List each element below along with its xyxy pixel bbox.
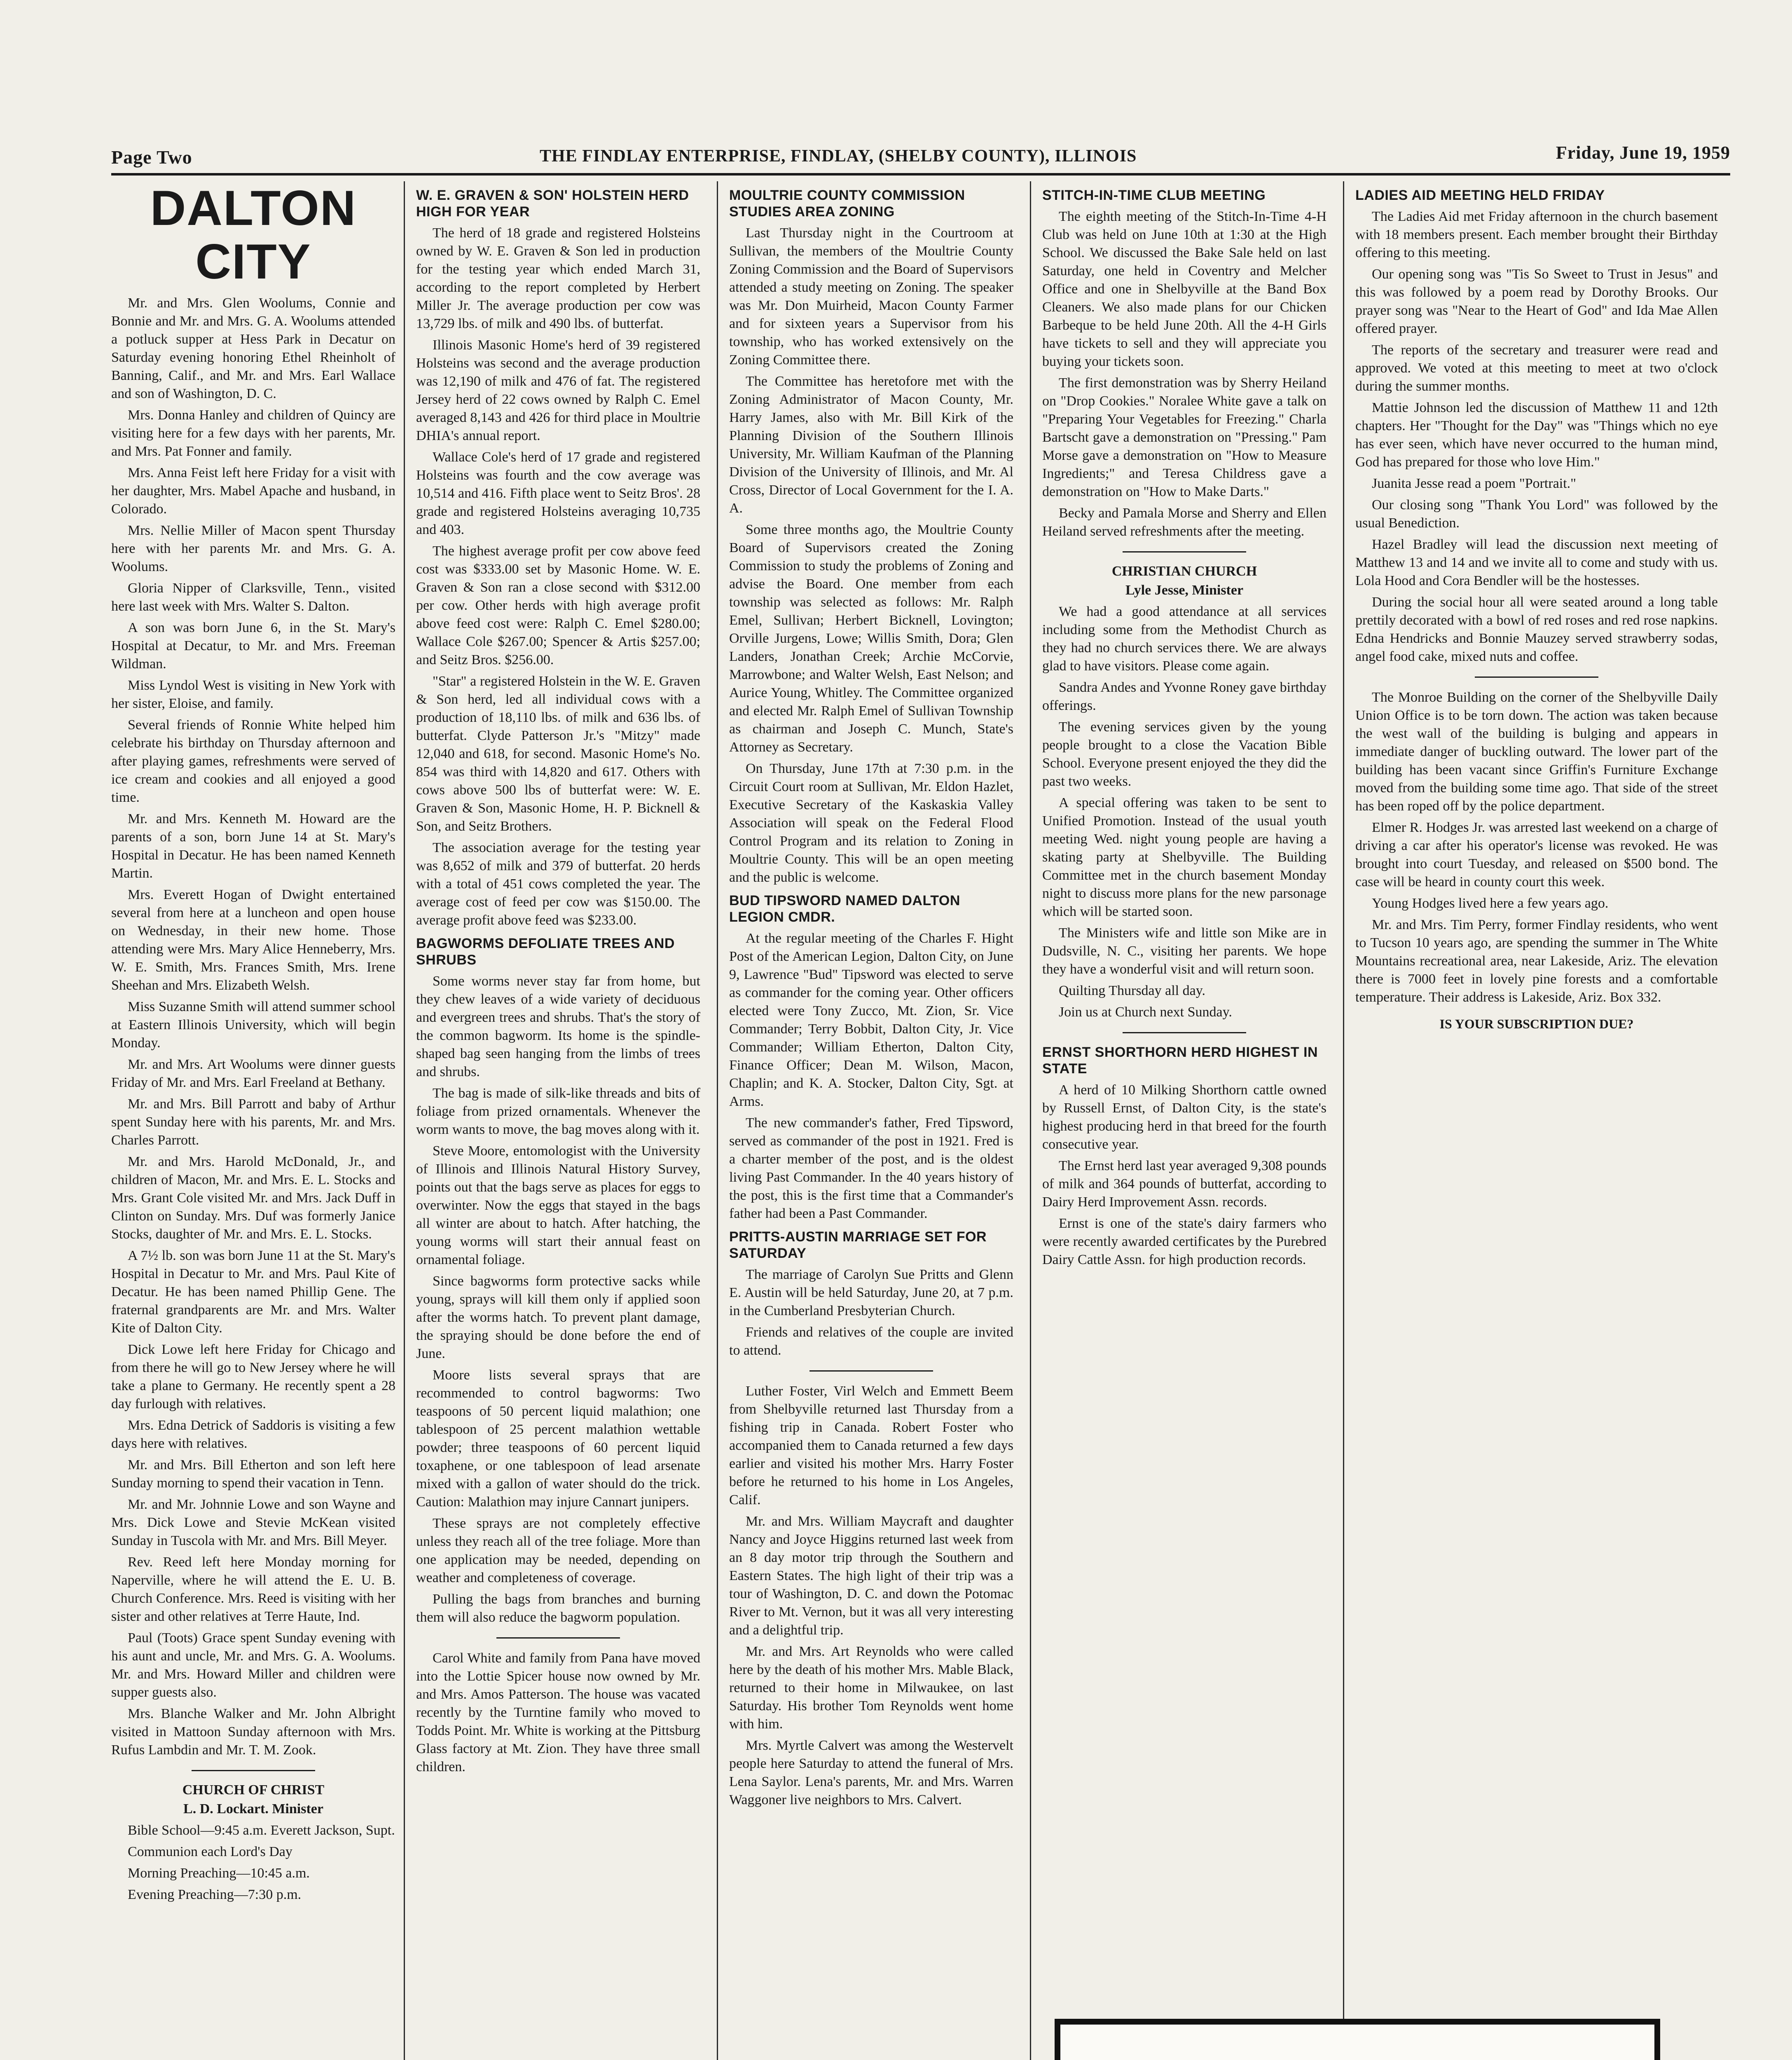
article-paragraph: Juanita Jesse read a poem "Portrait." xyxy=(1372,476,1577,491)
church-of-christ-heading: CHURCH OF CHRIST xyxy=(182,1782,325,1798)
article-paragraph: Last Thursday night in the Courtroom at Sullivan, the members of the Moultrie County Zoning Commission and the Board of Supervisors attended a study meeting on Zoning. The speaker was Mr. Don Muirheid, Macon County Farmer and for sixteen years a Supervisor from his township, who has worked extensively on the Zoning Committee there. xyxy=(729,225,1013,368)
headline-ladies-aid: LADIES AID MEETING HELD FRIDAY xyxy=(1355,187,1605,203)
section-divider xyxy=(192,1770,315,1771)
landers-seed-advertisement xyxy=(1055,2019,1660,2060)
article-paragraph: "Star" a registered Holstein in the W. E. Graven & Son herd, led all individual cows with a production of 18,110 lbs. of milk and 636 lbs. of butterfat. Clyde Patterson Jr.'s "Mitzy" made 12,040 and 618, for second. Masonic Home's No. 854 was third with 14,820 and 617. Others with cows above 500 lbs of butterfat were: W. E. Graven & Son, Masonic Home, H. P. Bicknell & Son, and Seitz Brothers. xyxy=(416,674,700,834)
news-paragraph: Mr. and Mrs. Kenneth M. Howard are the parents of a son, born June 14 at St. Mary's Hospital in Decatur. He has been named Kenneth Martin. xyxy=(111,811,395,881)
news-paragraph: Mr. and Mrs. Harold McDonald, Jr., and children of Macon, Mr. and Mrs. E. L. Stocks and Mrs. Grant Cole visited Mr. and Mrs. Jack Duff in Clinton on Sunday. Mrs. Duf was formerly Janice Stocks, daughter of Mr. and Mrs. E. L. Stocks. xyxy=(111,1154,395,1242)
column-divider xyxy=(717,181,718,2060)
news-paragraph: Gloria Nipper of Clarksville, Tenn., visited here last week with Mrs. Walter S. Dalton. xyxy=(111,581,395,614)
article-paragraph: Mr. and Mrs. William Maycraft and daughter Nancy and Joyce Higgins returned last week from an 8 day motor trip through the Southern and Eastern States. The high light of their trip was a tour of Washington, D. C. and down the Potomac River to Mt. Vernon, but it was all very interesting and a delightful trip. xyxy=(729,1514,1013,1638)
issue-date: Friday, June 19, 1959 xyxy=(1556,143,1730,163)
article-paragraph: The Ladies Aid met Friday afternoon in the church basement with 18 members present. Each member brought their Birthday offering to this meeting. xyxy=(1355,209,1718,260)
column-2 xyxy=(416,181,700,2060)
news-paragraph: Mr. and Mr. Johnnie Lowe and son Wayne and Mrs. Dick Lowe and Stevie McKean visited Sunday in Tuscola with Mr. and Mrs. Bill Meyer. xyxy=(111,1497,395,1548)
headline-bagworms: BAGWORMS DEFOLIATE TREES AND SHRUBS xyxy=(416,936,675,968)
article-paragraph: At the regular meeting of the Charles F. Hight Post of the American Legion, Dalton City, on June 9, Lawrence "Bud" Tipsword was elected to serve as commander for the coming year. Other officers elected were Tony Zucco, Mt. Zion, Sr. Vice Commander; Terry Bobbit, Dalton City, Jr. Vice Commander; William Etherton, Dalton City, Finance Officer; Dean M. Wilson, Macon, Chaplin; and K. A. Stocker, Dalton City, Sgt. at Arms. xyxy=(729,931,1013,1109)
column-5 xyxy=(1355,181,1718,2060)
church-schedule-line: Evening Preaching—7:30 p.m. xyxy=(128,1887,302,1902)
news-paragraph: Paul (Toots) Grace spent Sunday evening with his aunt and uncle, Mr. and Mrs. G. A. Woolums. Mr. and Mrs. Howard Miller and children were supper guests also. xyxy=(111,1630,395,1700)
article-paragraph: Wallace Cole's herd of 17 grade and registered Holsteins was fourth and the cow average was 10,514 and 416. Fifth place went to Seitz Bros'. 28 grade and registered Holsteins averaging 10,735 and 403. xyxy=(416,449,700,537)
article-paragraph: Some worms never stay far from home, but they chew leaves of a wide variety of deciduous and evergreen trees and shrubs. That's the story of the common bagworm. Its home is the spindle-shaped bag seen hanging from the limbs of trees and shrubs. xyxy=(416,974,700,1079)
article-paragraph: Carol White and family from Pana have moved into the Lottie Spicer house now owned by Mr. and Mrs. Amos Patterson. The house was vacated recently by the Turntine family who moved to Todds Point. Mr. White is working at the Pittsburg Glass factory at Mt. Zion. They have three small children. xyxy=(416,1650,700,1774)
headline-zoning: MOULTRIE COUNTY COMMISSION STUDIES AREA ZONING xyxy=(729,187,965,220)
news-paragraph: A 7½ lb. son was born June 11 at the St. Mary's Hospital in Decatur to Mr. and Mrs. Paul Kite of Decatur. He has been named Phillip Gene. The fraternal grandparents are Mr. and Mrs. Walter Kite of Dalton City. xyxy=(111,1248,395,1336)
section-divider xyxy=(1475,677,1598,678)
section-divider xyxy=(496,1637,620,1639)
article-paragraph: Our opening song was "Tis So Sweet to Trust in Jesus" and this was followed by a poem read by Dorothy Brooks. Our prayer song was "Near to the Heart of God" and Ida Mae Allen offered prayer. xyxy=(1355,267,1718,336)
article-paragraph: The reports of the secretary and treasurer were read and approved. We voted at this meeting to meet at two o'clock during the summer months. xyxy=(1355,342,1718,394)
article-paragraph: During the social hour all were seated around a long table prettily decorated with a bowl of red roses and red rose napkins. Edna Hendricks and Bonnie Mauzey served strawberry sodas, angel food cake, mixed nuts and coffee. xyxy=(1355,595,1718,664)
section-title-dalton-city: DALTON CITY xyxy=(150,181,357,289)
article-paragraph: The Ministers wife and little son Mike are in Dudsville, N. C., visiting her parents. We hope they have a wonderful visit and will return soon. xyxy=(1042,925,1326,977)
column-4 xyxy=(1042,181,1326,2060)
news-paragraph: Mr. and Mrs. Bill Etherton and son left here Sunday morning to spend their vacation in Tenn. xyxy=(111,1457,395,1491)
article-paragraph: Friends and relatives of the couple are invited to attend. xyxy=(729,1325,1013,1358)
section-divider xyxy=(1123,1032,1246,1033)
column-divider xyxy=(404,181,405,2060)
article-paragraph: On Thursday, June 17th at 7:30 p.m. in the Circuit Court room at Sullivan, Mr. Eldon Hazlet, Executive Secretary of the Kaskaskia Valley Association will speak on the Federal Flood Control Program and its relation to Zoning in Moultrie County. This will be an open meeting and the public is welcome. xyxy=(729,761,1013,885)
headline-stitch-in-time: STITCH-IN-TIME CLUB MEETING xyxy=(1042,187,1266,203)
section-divider xyxy=(1123,551,1246,552)
news-paragraph: Miss Lyndol West is visiting in New York with her sister, Eloise, and family. xyxy=(111,678,395,711)
article-paragraph: Mr. and Mrs. Tim Perry, former Findlay residents, who went to Tucson 10 years ago, are spending the summer in The White Mountains recreational area, near Lakeside, Ariz. The elevation there is 7000 feet in lovely pine forests and a comfortable temperature. Their address is Lakeside, Ariz. Box 332. xyxy=(1355,917,1718,1005)
article-paragraph: The association average for the testing year was 8,652 of milk and 379 of butterfat. 20 herds with a total of 451 cows completed the year. The average cost of feed per cow was $150.00. The average profit above feed was $233.00. xyxy=(416,840,700,928)
column-divider xyxy=(1343,181,1344,2060)
article-paragraph: Some three months ago, the Moultrie County Board of Supervisors created the Zoning Commission to study the problems of Zoning and advise the Board. One member from each township was selected as follows: Mr. Ralph Emel, Sullivan; Herbert Bicknell, Lovington; Orville Jurgens, Lowe; Willis Smith, Dora; Glen Landers, Jonathan Creek; Archie McCorvie, Marrowbone; and Walter Welsh, East Nelson; and Aurice Young, Whitley. The Committee organized and elected Mr. Ralph Emel of Sullivan Township as chairman and Joseph C. Munch, State's Attorney as Secretary. xyxy=(729,522,1013,755)
news-paragraph: Dick Lowe left here Friday for Chicago and from there he will go to New Jersey where he will take a plane to Germany. He recently spent a 28 day furlough with relatives. xyxy=(111,1342,395,1412)
article-paragraph: The highest average profit per cow above feed cost was $333.00 set by Masonic Home. W. E. Graven & Son ran a close second with $312.00 per cow. Other herds with high average profit above feed cost were: Ralph C. Emel $280.00; Wallace Cole $267.00; Spencer & Artis $257.00; and Seitz Bros. $256.00. xyxy=(416,543,700,667)
news-paragraph: Mr. and Mrs. Art Woolums were dinner guests Friday of Mr. and Mrs. Earl Freeland at Bethany. xyxy=(111,1057,395,1090)
article-paragraph: The bag is made of silk-like threads and bits of foliage from prized ornamentals. Whenever the worm wants to move, the bag moves along with it. xyxy=(416,1086,700,1137)
news-paragraph: Miss Suzanne Smith will attend summer school at Eastern Illinois University, which will begin Monday. xyxy=(111,999,395,1051)
news-paragraph: Mr. and Mrs. Bill Parrott and baby of Arthur spent Sunday here with his parents, Mr. and Mrs. Charles Parrott. xyxy=(111,1096,395,1148)
news-paragraph: Mrs. Anna Feist left here Friday for a visit with her daughter, Mrs. Mabel Apache and husband, in Colorado. xyxy=(111,465,395,517)
headline-pritts-austin: PRITTS-AUSTIN MARRIAGE SET FOR SATURDAY xyxy=(729,1229,987,1261)
article-paragraph: Sandra Andes and Yvonne Roney gave birthday offerings. xyxy=(1042,680,1326,713)
article-paragraph: Steve Moore, entomologist with the University of Illinois and Illinois Natural History Survey, points out that the bags serve as places for eggs to overwinter. Now the eggs that stayed in the bags all winter are about to hatch. After hatching, the young worms will start their annual feast on ornamental foliage. xyxy=(416,1143,700,1267)
article-paragraph: These sprays are not completely effective unless they reach all of the tree foliage. More than one application may be needed, depending on weather and completeness of coverage. xyxy=(416,1516,700,1585)
column-dalton-city xyxy=(111,181,395,2060)
church-schedule-line: Communion each Lord's Day xyxy=(128,1844,292,1859)
church-minister: L. D. Lockart. Minister xyxy=(183,1801,323,1817)
article-paragraph: Hazel Bradley will lead the discussion next meeting of Matthew 13 and 14 and we invite all to come and study with us. Lola Hood and Cora Bendler will be the hostesses. xyxy=(1355,537,1718,588)
article-paragraph: Pulling the bags from branches and burning them will also reduce the bagworm population. xyxy=(416,1592,700,1625)
headline-ernst-shorthorn: ERNST SHORTHORN HERD HIGHEST IN STATE xyxy=(1042,1044,1318,1077)
headline-tipsword: BUD TIPSWORD NAMED DALTON LEGION CMDR. xyxy=(729,893,960,925)
headline-graven-holstein: W. E. GRAVEN & SON' HOLSTEIN HERD HIGH FOR YEAR xyxy=(416,187,689,220)
article-paragraph: The eighth meeting of the Stitch-In-Time 4-H Club was held on June 10th at 1:30 at the High School. We discussed the Bake Sale held on last Saturday, one held in Coventry and Melcher Office and one in Shelbyville at the Band Box Cleaners. We also made plans for our Chicken Barbeque to be held June 20th. All the 4-H Girls have tickets to sell and they will appreciate you buying your tickets soon. xyxy=(1042,209,1326,369)
article-paragraph: The evening services given by the young people brought to a close the Vacation Bible School. Everyone present enjoyed the they did the past two weeks. xyxy=(1042,719,1326,789)
masthead xyxy=(111,138,1730,171)
article-paragraph: Young Hodges lived here a few years ago. xyxy=(1372,896,1609,911)
article-paragraph: Ernst is one of the state's dairy farmers who were recently awarded certificates by the Purebred Dairy Cattle Assn. for high production records. xyxy=(1042,1216,1326,1267)
news-paragraph: Several friends of Ronnie White helped him celebrate his birthday on Thursday afternoon and after playing games, refreshments were served of ice cream and cookies and all enjoyed a good time. xyxy=(111,717,395,805)
article-paragraph: The new commander's father, Fred Tipsword, served as commander of the post in 1921. Fred is a charter member of the post, and is the oldest living Past Commander. In the 40 years history of the post, this is the first time that a Commander's father had been a Past Commander. xyxy=(729,1115,1013,1221)
newspaper-name: THE FINDLAY ENTERPRISE, FINDLAY, (SHELBY COUNTY), ILLINOIS xyxy=(540,147,1137,166)
news-paragraph: Rev. Reed left here Monday morning for Naperville, where he will attend the E. U. B. Church Conference. Mrs. Reed is visiting with her sister and other relatives at Terre Haute, Ind. xyxy=(111,1554,395,1624)
article-paragraph: Illinois Masonic Home's herd of 39 registered Holsteins was second and the average production was 12,190 of milk and 476 of fat. The registered Jersey herd of 22 cows owned by Ralph C. Emel averaged 8,143 and 426 for third place in Moultrie DHIA's annual report. xyxy=(416,337,700,443)
article-paragraph: We had a good attendance at all services including some from the Methodist Church as they had no church services there. We are always glad to have visitors. Please come again. xyxy=(1042,604,1326,674)
article-paragraph: The first demonstration was by Sherry Heiland on "Drop Cookies." Noralee White gave a talk on "Preparing Your Vegetables for Freezing." Charla Bartscht gave a demonstration on "Pressing." Pam Morse gave a demonstration on "How to Measure Ingredients;" and Teresa Childress gave a demonstration on "How to Make Darts." xyxy=(1042,375,1326,499)
article-paragraph: Moore lists several sprays that are recommended to control bagworms: Two teaspoons of 50 percent liquid malathion; one tablespoon of 25 percent malathion wettable powder; three teaspoons of 60 percent liquid toxaphene, or one tablespoon of lead arsenate mixed with a gallon of water should do the trick. Caution: Malathion may injure Cannart junipers. xyxy=(416,1367,700,1510)
article-paragraph: Luther Foster, Virl Welch and Emmett Beem from Shelbyville returned last Thursday from a fishing trip in Canada. Robert Foster who accompanied them to Canada returned a few days earlier and visited his mother Mrs. Harry Foster before he returned to his home in Los Angeles, Calif. xyxy=(729,1383,1013,1508)
church-minister: Lyle Jesse, Minister xyxy=(1125,583,1244,598)
article-paragraph: The Committee has heretofore met with the Zoning Administrator of Macon County, Mr. Harry James, also with Mr. Bill Kirk of the Planning Division of the Southern Illinois University, Mr. William Kaufman of the Planning Division of the University of Illinois, and Mr. Al Cross, Director of Local Government for the I. A. A. xyxy=(729,374,1013,516)
article-paragraph: Mrs. Myrtle Calvert was among the Westervelt people here Saturday to attend the funeral of Mrs. Lena Saylor. Lena's parents, Mr. and Mrs. Warren Waggoner live neighbors to Mrs. Calvert. xyxy=(729,1738,1013,1807)
article-paragraph: A special offering was taken to be sent to Unified Promotion. Instead of the usual youth meeting Wed. night young people are having a skating party at Shelbyville. The Building Committee met in the church basement Monday night to discuss more plans for the new parsonage which will be started soon. xyxy=(1042,795,1326,919)
article-paragraph: Since bagworms form protective sacks while young, sprays will kill them only if applied soon after the worms hatch. To prevent plant damage, the spraying should be done before the end of June. xyxy=(416,1273,700,1361)
column-divider xyxy=(1030,181,1031,2060)
subscription-notice: IS YOUR SUBSCRIPTION DUE? xyxy=(1439,1016,1634,1031)
article-paragraph: Join us at Church next Sunday. xyxy=(1059,1004,1232,1020)
news-paragraph: Mrs. Blanche Walker and Mr. John Albright visited in Mattoon Sunday afternoon with Mrs. Rufus Lambdin and Mr. T. M. Zook. xyxy=(111,1706,395,1758)
church-schedule-line: Morning Preaching—10:45 a.m. xyxy=(128,1866,310,1881)
news-paragraph: Mrs. Edna Detrick of Saddoris is visiting a few days here with relatives. xyxy=(111,1418,395,1451)
article-paragraph: Mr. and Mrs. Art Reynolds who were called here by the death of his mother Mrs. Mable Black, returned to their home in Milwaukee, on last Saturday. His brother Tom Reynolds went home with him. xyxy=(729,1644,1013,1732)
church-schedule-line: Bible School—9:45 a.m. Everett Jackson, Supt. xyxy=(128,1823,395,1838)
article-paragraph: Elmer R. Hodges Jr. was arrested last weekend on a charge of driving a car after his operator's license was revoked. He was brought into court Tuesday, and released on $500 bond. The case will be heard in county court this week. xyxy=(1355,820,1718,890)
article-paragraph: The marriage of Carolyn Sue Pritts and Glenn E. Austin will be held Saturday, June 20, at 7 p.m. in the Cumberland Presbyterian Church. xyxy=(729,1267,1013,1318)
article-paragraph: Mattie Johnson led the discussion of Matthew 11 and 12th chapters. Her "Thought for the Day" was "Things which no eye has ever seen, which have never occurred to the human mind, God has prepared for those who love Him." xyxy=(1355,400,1718,470)
article-paragraph: Our closing song "Thank You Lord" was followed by the usual Benediction. xyxy=(1355,497,1718,531)
news-paragraph: Mr. and Mrs. Glen Woolums, Connie and Bonnie and Mr. and Mrs. G. A. Woolums attended a potluck supper at Hess Park in Decatur on Saturday evening honoring Ethel Rheinholt of Banning, Calif., and Mr. and Mrs. Earl Wallace and son of Washington, D. C. xyxy=(111,295,395,401)
masthead-rule xyxy=(111,173,1730,176)
news-paragraph: Mrs. Donna Hanley and children of Quincy are visiting here for a few days with her parents, Mr. and Mrs. Pat Fonner and family. xyxy=(111,407,395,459)
page-number: Page Two xyxy=(111,147,192,168)
news-paragraph: A son was born June 6, in the St. Mary's Hospital at Decatur, to Mr. and Mrs. Freeman Wildman. xyxy=(111,620,395,672)
article-paragraph: The herd of 18 grade and registered Holsteins owned by W. E. Graven & Son led in production for the testing year which ended March 31, according to the report completed by Herbert Miller Jr. The average production per cow was 13,729 lbs. of milk and 490 lbs. of butterfat. xyxy=(416,225,700,331)
christian-church-heading: CHRISTIAN CHURCH xyxy=(1111,564,1257,579)
article-paragraph: The Ernst herd last year averaged 9,308 pounds of milk and 364 pounds of butterfat, according to Dairy Herd Improvement Assn. records. xyxy=(1042,1158,1326,1210)
section-divider xyxy=(809,1370,933,1372)
article-paragraph: A herd of 10 Milking Shorthorn cattle owned by Russell Ernst, of Dalton City, is the state's highest producing herd in that breed for the fourth consecutive year. xyxy=(1042,1082,1326,1152)
news-paragraph: Mrs. Everett Hogan of Dwight entertained several from here at a luncheon and open house on Wednesday, in their new home. Those attending were Mrs. Mary Alice Henneberry, Mrs. W. E. Smith, Mrs. Frances Smith, Mrs. Irene Sheehan and Mrs. Elizabeth Welsh. xyxy=(111,887,395,993)
news-paragraph: Mrs. Nellie Miller of Macon spent Thursday here with her parents Mr. and Mrs. G. A. Woolums. xyxy=(111,523,395,574)
article-paragraph: Becky and Pamala Morse and Sherry and Ellen Heiland served refreshments after the meeting. xyxy=(1042,506,1326,539)
dalton-city-news xyxy=(111,294,395,1759)
article-paragraph: The Monroe Building on the corner of the Shelbyville Daily Union Office is to be torn down. The action was taken because the west wall of the building is bulging and appears in immediate danger of buckling outward. The lower part of the building has been vacant since Griffin's Furniture Exchange moved from the building some time ago. That side of the street has been roped off by the police department. xyxy=(1355,690,1718,814)
column-3 xyxy=(729,181,1013,2060)
article-paragraph: Quilting Thursday all day. xyxy=(1059,983,1206,998)
